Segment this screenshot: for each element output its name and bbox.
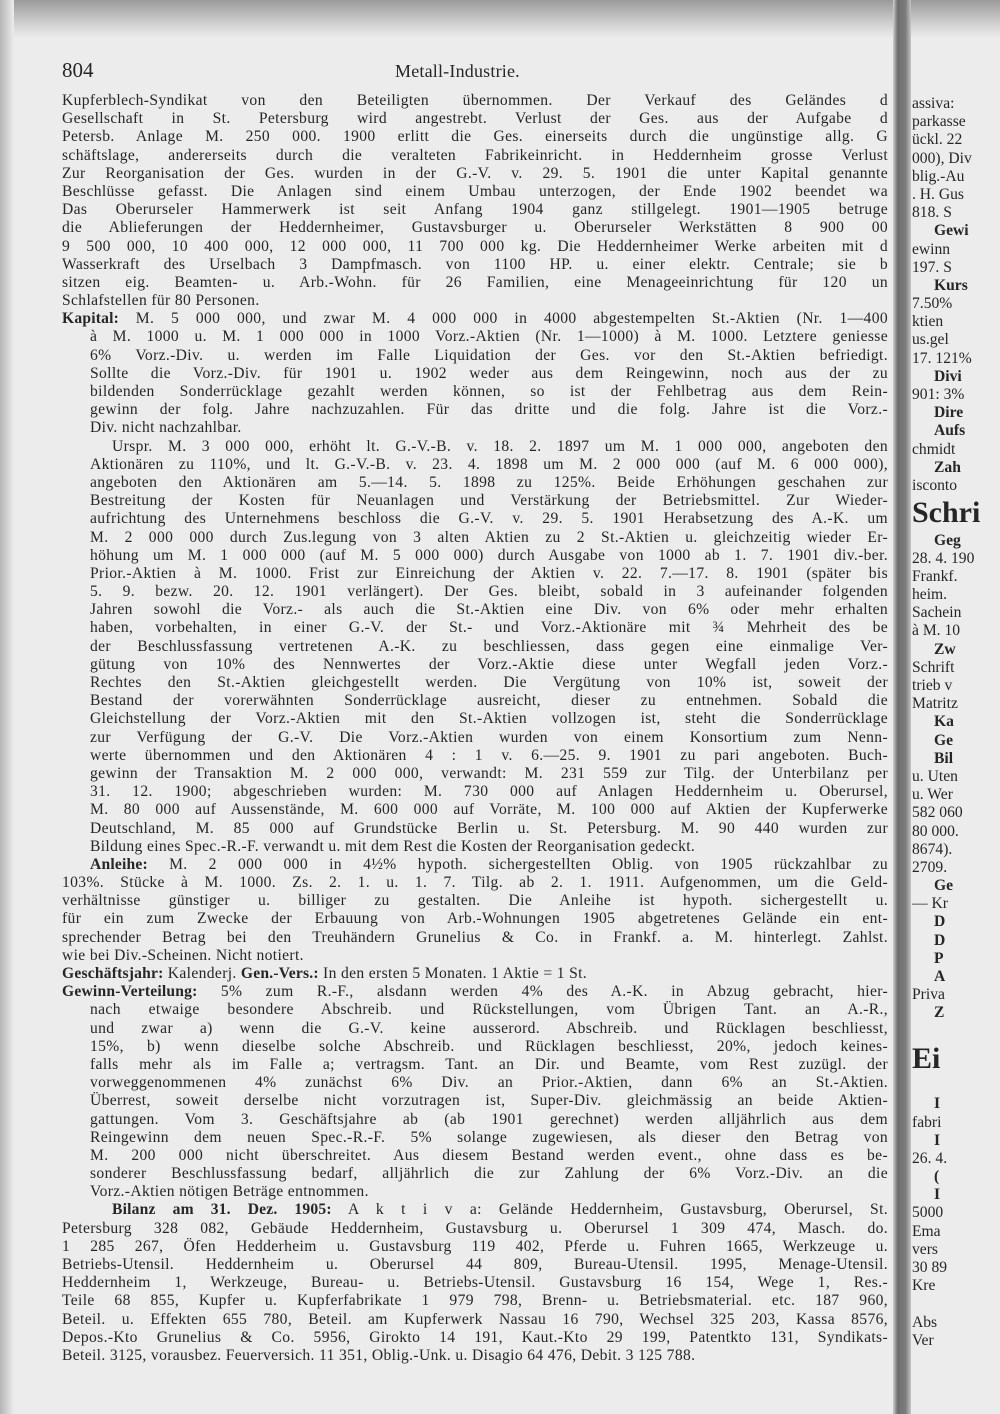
text-line	[62, 583, 888, 601]
main-text-column	[62, 92, 888, 1365]
text-line	[62, 219, 888, 237]
text-line-fragment: parkasse	[912, 113, 966, 131]
text-line-fragment: ktien	[912, 313, 944, 331]
text-line	[62, 856, 888, 874]
section-label: Anleihe:	[90, 855, 148, 873]
text-line	[62, 1056, 888, 1074]
text-run: Div. nicht nachzahlbar.	[90, 419, 242, 437]
text-run: 5. 9. bezw. 20. 12. 1901 verlängert). Der Ges. bleibt, sobald in 3 aufeinander folgenden	[90, 583, 888, 601]
text-run: Überrest, soweit derselbe nicht vorzutragen ist, Super-Div. gleichmässig an beide Aktien-	[90, 1092, 888, 1110]
text-line	[62, 128, 888, 146]
text-line-fragment: Zw	[934, 640, 956, 658]
text-line-fragment: isconto	[912, 476, 958, 494]
text-run: höhung um M. 1 000 000 (auf M. 5 000 000) durch Ausgabe von 1000 ab 1. 7. 1901 div.-ber.	[90, 546, 888, 564]
text-run: Wasserkraft des Urselbach 3 Dampfmasch. von 1100 HP. u. einer elektr. Centrale; sie b	[62, 255, 888, 273]
text-run: haben, vorbehalten, in einer G.-V. der St.- und Vorz.-Aktionäre mit ¾ Mehrheit des be	[90, 619, 888, 637]
text-line	[62, 1274, 888, 1292]
text-line	[62, 1201, 888, 1219]
text-line	[62, 1001, 888, 1019]
text-line	[62, 347, 888, 365]
text-line	[62, 238, 888, 256]
text-line	[62, 165, 888, 183]
text-run: M. 200 000 nicht überschreitet. Aus diesem Bestand werden event., ohne dass es be-	[90, 1146, 888, 1164]
text-line	[62, 274, 888, 292]
text-line	[62, 1238, 888, 1256]
text-run: Gesellschaft in St. Petersburg wird angestrebt. Verlust der Ges. aus der Aufgabe d	[62, 110, 888, 128]
text-run: Sollte die Vorz.-Div. für 1901 u. 1902 weder aus dem Reingewinn, noch aus der zu	[90, 364, 888, 382]
text-line-fragment: 8674).	[912, 840, 953, 858]
text-run: 6% Vorz.-Div. u. werden im Falle Liquidation der Ges. vor den St.-Aktien befriedigt.	[90, 346, 888, 364]
text-run: Gleichstellung der Vorz.-Aktien mit den St.-Aktien vollzogen ist, steht die Sonderrücklage	[90, 710, 888, 728]
text-line	[62, 838, 888, 856]
text-line-fragment: 901: 3%	[912, 386, 965, 403]
text-run: Bestand der vorerwähnten Sonderrücklage ausreicht, dieser zu entnehmen. Sobald die	[90, 692, 888, 710]
text-line-fragment: 818. S	[912, 204, 952, 222]
text-line-fragment: 80 000.	[912, 822, 959, 840]
text-line-fragment: 30 89	[912, 1259, 948, 1277]
text-line-fragment: Aufs	[934, 422, 966, 440]
text-line	[62, 1183, 888, 1201]
text-line	[62, 401, 888, 419]
text-run: zur Verfügung der G.-V. Die Vorz.-Aktien wurden von einem Konsortium zum Nenn-	[90, 728, 888, 746]
text-line	[62, 1111, 888, 1129]
text-run: Deutschland, M. 85 000 auf Grundstücke Berlin u. St. Petersburg. M. 90 440 wurden zur	[90, 819, 888, 837]
section-heading-fragment: Schri	[912, 496, 981, 530]
text-line-fragment: blig.-Au	[912, 167, 965, 185]
text-line-fragment: 28. 4. 190	[912, 549, 975, 567]
text-run: Jahren sowohl die Vorz.- als auch die St.-Aktien eine Div. von 6% oder mehr erhalten	[90, 601, 888, 619]
text-line	[62, 892, 888, 910]
text-line-fragment: Schrift	[912, 658, 955, 676]
text-line-fragment: ewinn	[912, 240, 951, 258]
text-run: Kupferblech-Syndikat von den Beteiligten übernommen. Der Verkauf des Geländes d	[62, 92, 888, 109]
text-line	[62, 256, 888, 274]
text-run: gewinn der folg. Jahre nachzuzahlen. Für das dritte und die folg. Jahre ist die Vorz.-	[90, 401, 888, 419]
text-line-fragment: I	[934, 1186, 941, 1204]
section-label: Geschäftsjahr:	[62, 965, 164, 982]
text-run: A k t i v a: Gelände Heddernheim, Gustavsburg, Oberursel, St.	[331, 1201, 888, 1219]
section-label: Kapital:	[62, 310, 120, 328]
text-run: M. 2 000 000 durch Zus.legung von 3 alten Aktien zu 2 St.-Aktien u. gleichzeitig wieder Er-	[90, 528, 888, 546]
text-line	[62, 1347, 888, 1365]
text-line-fragment: . H. Gus	[912, 185, 964, 203]
text-line	[62, 1311, 888, 1329]
text-line-fragment: à M. 10	[912, 622, 961, 640]
text-line	[62, 438, 888, 456]
text-line	[62, 474, 888, 492]
text-run: 31. 12. 1900; abgeschrieben wurden: M. 730 000 auf Anlagen Heddernheim u. Oberursel,	[90, 783, 888, 801]
text-line	[62, 1292, 888, 1310]
text-line	[62, 510, 888, 528]
text-run: 9 500 000, 10 400 000, 12 000 000, 11 700 000 kg. Die Heddernheimer Werke arbeiten mit d	[62, 237, 888, 255]
text-line-fragment: 7.50%	[912, 295, 953, 313]
text-line-fragment: fabri	[912, 1113, 942, 1131]
text-line	[62, 565, 888, 583]
text-line	[62, 310, 888, 328]
text-run: Beschlüsse gefasst. Die Anlagen sind einem Umbau unterzogen, der Ende 1902 beendet wa	[62, 182, 888, 200]
text-line-fragment: 17. 121%	[912, 349, 972, 367]
text-run: Reingewinn dem neuen Spec.-R.-F. 5% solange zugewiesen, als dieser den Betrag von	[90, 1128, 888, 1146]
text-run: nach etwaige besondere Abschreib. und Rückstellungen, vom Übrigen Tant. an A.-R.,	[90, 1001, 888, 1019]
text-run: Petersburg 328 082, Gebäude Heddernheim, Gustavsburg u. Oberursel 1 309 474, Masch. do.	[62, 1219, 888, 1237]
text-run: angeboten den Aktionären am 5.—14. 5. 1898 zu 125%. Beide Erhöhungen geschahen zur	[90, 473, 888, 491]
text-line	[62, 783, 888, 801]
text-run: Teile 68 855, Kupfer u. Kupferfabrikate 1 979 798, Brenn- u. Betriebsmaterial. etc. 187 960,	[62, 1292, 888, 1310]
text-line-fragment	[912, 1077, 1000, 1095]
text-line-fragment: Priva	[912, 986, 945, 1004]
text-line	[62, 547, 888, 565]
text-line	[62, 1129, 888, 1147]
text-line	[62, 1256, 888, 1274]
text-line	[62, 383, 888, 401]
section-label: Bilanz am 31. Dez. 1905:	[112, 1201, 332, 1219]
text-run: Rechtes den St.-Aktien gleichgestellt werden. Die Vergütung von 10% ist, soweit der	[90, 674, 888, 691]
text-line	[62, 674, 888, 692]
text-line-fragment: Frankf.	[912, 567, 958, 585]
text-run: 15%, b) wenn dieselbe solche Abschreib. und Rücklagen beschliesst, 20%, jedoch keines-	[90, 1037, 888, 1055]
scan-left-shadow	[0, 0, 14, 1414]
text-line	[62, 1074, 888, 1092]
text-line	[62, 801, 888, 819]
text-line-fragment: us.gel	[912, 331, 949, 349]
text-line	[62, 1220, 888, 1238]
text-run: verhältnisse günstiger u. billiger zu gestalten. Die Anleihe ist hypoth. sichergestellt u.	[62, 892, 888, 910]
text-line-fragment: ückl. 22	[912, 131, 963, 149]
text-line	[62, 110, 888, 128]
text-line	[62, 820, 888, 838]
text-run: bildenden Sonderrücklage gezahlt werden können, so ist der Fehlbetrag aus dem Rein-	[90, 383, 888, 400]
text-run: werte übernommen und den Aktionären 4 : 1 v. 6.—25. 9. 1901 zu pari angeboten. Buch-	[90, 746, 888, 764]
text-run: gattungen. Vom 3. Geschäftsjahre ab (ab 1901 gerechnet) werden alljährlich aus dem	[90, 1110, 888, 1128]
text-run: wie bei Div.-Scheinen. Nicht notiert.	[62, 946, 304, 964]
text-line	[62, 747, 888, 765]
running-head: Metall-Industrie.	[395, 61, 520, 81]
text-line-fragment: vers	[912, 1240, 938, 1258]
text-run: und zwar a) wenn die G.-V. keine ausserord. Abschreib. und Rücklagen beschliesst,	[90, 1019, 888, 1037]
text-line-fragment: Ver	[912, 1331, 934, 1349]
text-line	[62, 947, 888, 965]
text-run: Petersb. Anlage M. 250 000. 1900 erlitt die Ges. einerseits durch die ungünstige allg. G	[62, 128, 888, 146]
text-line	[62, 929, 888, 947]
text-line-fragment: I	[934, 1131, 941, 1149]
text-line-fragment	[912, 1295, 1000, 1313]
section-label: Gewinn-Verteilung:	[62, 983, 198, 1001]
text-run: falls mehr als im Falle a; vertragsm. Tant. an Dir. und Beamte, vom Rest zuzügl. der	[90, 1055, 888, 1073]
text-line-fragment: Dire	[934, 404, 964, 422]
text-run: der Beschlussfassung vertretenen A.-K. zu beschliessen, dass gegen eine einmalige Ver-	[90, 637, 888, 655]
text-line	[62, 965, 888, 983]
text-line	[62, 874, 888, 892]
text-line	[62, 365, 888, 383]
text-run: 1 285 267, Öfen Hedderheim u. Gustavsburg 119 402, Pferde u. Fuhren 1665, Werkzeuge u.	[62, 1237, 888, 1255]
text-run: die Ablieferungen der Heddernheimer, Gustavsburger u. Oberurseler Werkstätten 8 900 00	[62, 219, 888, 237]
text-run: aufrichtung des Unternehmens beschloss die G.-V. v. 29. 5. 1901 Herabsetzung des A.-K. um	[90, 510, 888, 528]
text-line-fragment: Ema	[912, 1222, 941, 1240]
text-line	[62, 456, 888, 474]
text-run: Beteil. u. Effekten 655 780, Beteil. am Kupferwerk Nassau 16 790, Wechsel 325 203, Kassa 8576,	[62, 1310, 888, 1328]
text-run: M. 2 000 000 in 4½% hypoth. sichergestellten Oblig. von 1905 rückzahlbar zu	[147, 855, 888, 873]
text-line	[62, 201, 888, 219]
text-line	[62, 656, 888, 674]
text-run: Prior.-Aktien à M. 1000. Frist zur Einreichung der Aktien v. 22. 7.—17. 8. 1901 (später bis	[90, 564, 888, 582]
text-run: In den ersten 5 Monaten. 1 Aktie = 1 St.	[318, 965, 588, 982]
text-line-fragment: I	[934, 1095, 941, 1113]
text-line	[62, 692, 888, 710]
text-line-fragment: P	[934, 949, 944, 967]
text-line-fragment: 582 060	[912, 804, 963, 822]
book-gutter	[893, 0, 911, 1414]
text-line-fragment: Ge	[934, 731, 954, 749]
page-number: 804	[62, 58, 94, 82]
text-run: Schlafstellen für 80 Personen.	[62, 292, 260, 310]
text-line	[62, 492, 888, 510]
text-run: schäftslage, andererseits durch die veralteten Fabrikeinricht. in Heddernheim grosse Verlust	[62, 146, 888, 164]
text-run: Vorz.-Aktien nötigen Beträge entnommen.	[90, 1183, 369, 1201]
text-line-fragment: Divi	[934, 367, 962, 385]
text-run: Depos.-Kto Grunelius & Co. 5956, Girokto 14 191, Kaut.-Kto 29 199, Patentkto 131, Syndikats-	[62, 1328, 888, 1346]
text-line	[62, 328, 888, 346]
text-line	[62, 910, 888, 928]
text-line-fragment: Bil	[934, 749, 954, 767]
text-line	[62, 292, 888, 310]
text-line	[62, 183, 888, 201]
text-run: à M. 1000 u. M. 1 000 000 in 1000 Vorz.-Aktien (Nr. 1—1000) à M. 1000. Letztere geniesse	[90, 328, 888, 346]
text-run: Aktionären zu 110%, und lt. G.-V.-B. v. 23. 4. 1898 um M. 2 000 000 (auf M. 6 000 000),	[90, 455, 888, 473]
text-line-fragment: — Kr	[912, 895, 948, 913]
text-line-fragment: trieb v	[912, 677, 953, 695]
text-line-fragment: (	[934, 1168, 940, 1186]
text-line-fragment: 2709.	[912, 858, 948, 876]
text-run: gütung von 10% des Nennwertes der Vorz.-Aktie diese unter Wegfall jeden Vorz.-	[90, 655, 888, 673]
text-line-fragment: Zah	[934, 458, 961, 476]
text-line	[62, 92, 888, 110]
text-run: Betriebs-Utensil. Heddernheim u. Oberursel 44 809, Bureau-Utensil. 1995, Menage-Utensil.	[62, 1256, 888, 1273]
text-line	[62, 1165, 888, 1183]
text-line	[62, 1147, 888, 1165]
text-run: Bildung eines Spec.-R.-F. verwandt u. mit dem Rest die Kosten der Reorganisation gedeckt.	[90, 837, 696, 855]
text-line	[62, 419, 888, 437]
text-run: Kalenderj.	[163, 965, 241, 982]
text-line	[62, 1038, 888, 1056]
text-run: M. 5 000 000, und zwar M. 4 000 000 in 4000 abgestempelten St.-Aktien (Nr. 1—400	[119, 310, 888, 328]
text-line-fragment: 26. 4.	[912, 1149, 948, 1167]
text-run: gewinn der Transaktion M. 2 000 000, verwandt: M. 231 559 zur Tilg. der Unterbilanz per	[90, 764, 888, 782]
text-run: für ein zum Zwecke der Erbauung von Arb.-Wohnungen 1905 abgetretenes Gelände ein ent-	[62, 910, 888, 928]
text-line-fragment: 000), Div	[912, 149, 972, 167]
text-line	[62, 1092, 888, 1110]
text-line-fragment: Geg	[934, 531, 961, 549]
text-run: sprechender Betrag bei den Treuhändern Grunelius & Co. in Frankf. a. M. hinterlegt. Zahlst.	[62, 928, 888, 946]
text-line-fragment: assiva:	[912, 95, 955, 112]
text-line-fragment: 5000	[912, 1204, 944, 1222]
section-heading-fragment: Ei	[912, 1041, 941, 1075]
text-line	[62, 619, 888, 637]
text-line-fragment: Matritz	[912, 695, 958, 713]
text-line-fragment: Gewi	[934, 222, 969, 240]
text-line	[62, 601, 888, 619]
text-line	[62, 765, 888, 783]
text-run: Urspr. M. 3 000 000, erhöht lt. G.-V.-B. v. 18. 2. 1897 um M. 1 000 000, angeboten den	[112, 437, 888, 455]
text-line-fragment: Ka	[934, 713, 954, 731]
text-run: Heddernheim 1, Werkzeuge, Bureau- u. Betriebs-Utensil. Gustavsburg 16 154, Wege 1, Res.-	[62, 1274, 888, 1292]
text-run: 5% zum R.-F., alsdann werden 4% des A.-K. in Abzug gebracht, hier-	[197, 983, 888, 1001]
text-line-fragment: Sachein	[912, 604, 962, 622]
text-line-fragment: u. Wer	[912, 786, 953, 804]
text-line-fragment: Abs	[912, 1313, 938, 1331]
text-line-fragment: Kre	[912, 1277, 936, 1295]
text-line-fragment: A	[934, 968, 946, 986]
text-line	[62, 147, 888, 165]
section-label: Gen.-Vers.:	[240, 965, 319, 982]
adjacent-page-column	[912, 95, 1000, 1350]
text-line-fragment: chmidt	[912, 440, 956, 458]
text-line	[62, 710, 888, 728]
text-line-fragment	[912, 1023, 1000, 1041]
text-line-fragment: D	[934, 913, 946, 931]
text-run: sitzen eig. Beamten- u. Arb.-Wohn. für 26 Familien, eine Menageeinrichtung für 120 un	[62, 273, 888, 291]
text-line-fragment: Z	[934, 1004, 945, 1022]
text-run: M. 80 000 auf Aussenstände, M. 600 000 auf Vorräte, M. 100 000 auf Aktien der Kupferwerke	[90, 801, 888, 819]
text-run: Zur Reorganisation der Ges. wurden in der G.-V. v. 29. 5. 1901 die unter Kapital genannte	[62, 164, 888, 182]
text-line-fragment: u. Uten	[912, 767, 958, 785]
text-line-fragment: Kurs	[934, 276, 968, 294]
text-run: Beteil. 3125, vorausbez. Feuerversich. 11 351, Oblig.-Unk. u. Disagio 64 476, Debit. 3 125 788.	[62, 1346, 696, 1364]
text-run: vorweggenommenen 4% zunächst 6% Div. an Prior.-Aktien, dann 6% an St.-Aktien.	[90, 1074, 888, 1092]
text-run: sonderer Beschlussfassung bedarf, alljährlich die zur Zahlung der 6% Vorz.-Div. an die	[90, 1165, 888, 1183]
text-run: Das Oberurseler Hammerwerk ist seit Anfang 1904 ganz stillgelegt. 1901—1905 betruge	[62, 201, 888, 219]
text-run: Bestreitung der Kosten für Neuanlagen und Verstärkung der Betriebsmittel. Zur Wieder-	[90, 492, 888, 510]
text-line-fragment: Ge	[934, 877, 954, 895]
text-line-fragment: 197. S	[912, 258, 952, 276]
text-line-fragment: heim.	[912, 586, 948, 604]
text-line	[62, 529, 888, 547]
text-line	[62, 983, 888, 1001]
text-line	[62, 1329, 888, 1347]
scan-top-shadow	[0, 0, 1000, 38]
text-line	[62, 638, 888, 656]
text-run: 103%. Stücke à M. 1000. Zs. 2. 1. u. 1. 7. Tilg. ab 2. 1. 1911. Aufgenommen, um die Geld-	[62, 874, 888, 892]
text-line-fragment: D	[934, 931, 946, 949]
text-line	[62, 1020, 888, 1038]
text-line	[62, 729, 888, 747]
